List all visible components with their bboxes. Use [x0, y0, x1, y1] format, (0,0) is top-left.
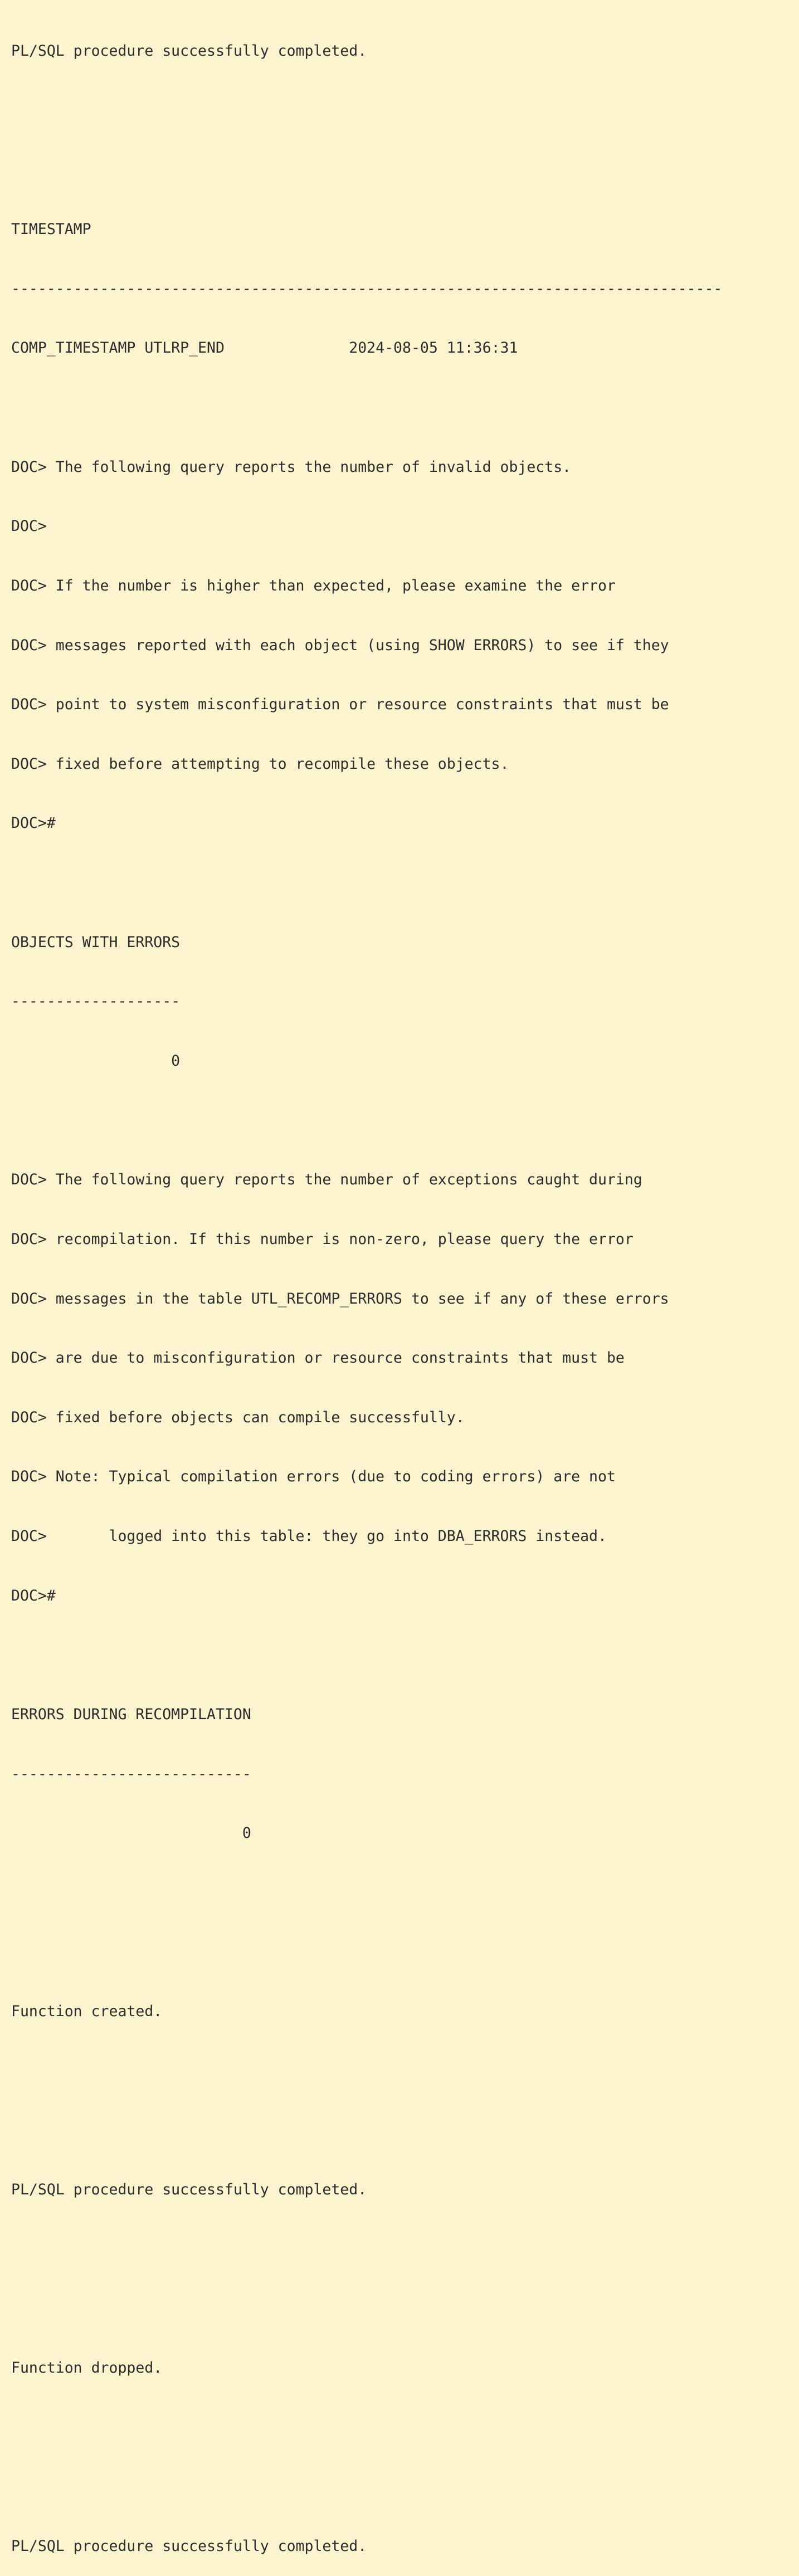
- output-line: COMP_TIMESTAMP UTLRP_END 2024-08-05 11:36:31: [11, 339, 518, 357]
- output-line: DOC> point to system misconfiguration or resource constraints that must be: [11, 696, 669, 714]
- output-line: DOC> logged into this table: they go into DBA_ERRORS instead.: [11, 1528, 607, 1545]
- output-line: 0: [11, 1824, 251, 1842]
- output-line: [11, 1883, 788, 1903]
- output-line: [11, 398, 788, 418]
- output-line: [11, 2240, 788, 2260]
- output-line: Function dropped.: [11, 2359, 163, 2377]
- output-line: [11, 2061, 788, 2081]
- output-line: [11, 1645, 788, 1665]
- output-line: [11, 1111, 788, 1131]
- output-line: DOC> messages reported with each object (using SHOW ERRORS) to see if they: [11, 636, 669, 654]
- output-line: DOC> fixed before objects can compile successfully.: [11, 1408, 465, 1426]
- output-line: DOC> If the number is higher than expected, please examine the error: [11, 577, 616, 594]
- output-line: [11, 1943, 788, 1963]
- output-line: DOC> The following query reports the number of exceptions caught during: [11, 1171, 642, 1189]
- output-line: PL/SQL procedure successfully completed.: [11, 2181, 367, 2199]
- output-line: DOC>: [11, 518, 47, 535]
- output-line: ERRORS DURING RECOMPILATION: [11, 1706, 251, 1724]
- output-line: OBJECTS WITH ERRORS: [11, 933, 181, 951]
- output-line: [11, 2121, 788, 2141]
- output-line: [11, 160, 788, 180]
- output-line: Function created.: [11, 2003, 163, 2021]
- output-line: [11, 2299, 788, 2319]
- output-line: DOC> Note: Typical compilation errors (due to coding errors) are not: [11, 1468, 616, 1486]
- output-line: -------------------: [11, 993, 181, 1011]
- output-line: DOC>#: [11, 1587, 56, 1604]
- output-line: ---------------------------: [11, 1765, 251, 1783]
- output-line: DOC> The following query reports the number of invalid objects.: [11, 458, 572, 476]
- output-line: 0: [11, 1052, 181, 1070]
- output-line: PL/SQL procedure successfully completed.: [11, 42, 367, 60]
- output-line: [11, 101, 788, 121]
- output-line: --------------------------------------------------------------------------------: [11, 280, 723, 297]
- output-line: TIMESTAMP: [11, 221, 91, 238]
- output-line: DOC> fixed before attempting to recompile these objects.: [11, 755, 509, 773]
- output-line: PL/SQL procedure successfully completed.: [11, 2538, 367, 2555]
- output-line: DOC> messages in the table UTL_RECOMP_ERRORS to see if any of these errors: [11, 1290, 669, 1307]
- output-line: [11, 2418, 788, 2438]
- output-line: DOC>#: [11, 814, 56, 832]
- output-line: [11, 2477, 788, 2497]
- output-line: DOC> are due to misconfiguration or resource constraints that must be: [11, 1349, 625, 1367]
- output-line: [11, 873, 788, 893]
- output-line: DOC> recompilation. If this number is non-zero, please query the error: [11, 1230, 634, 1248]
